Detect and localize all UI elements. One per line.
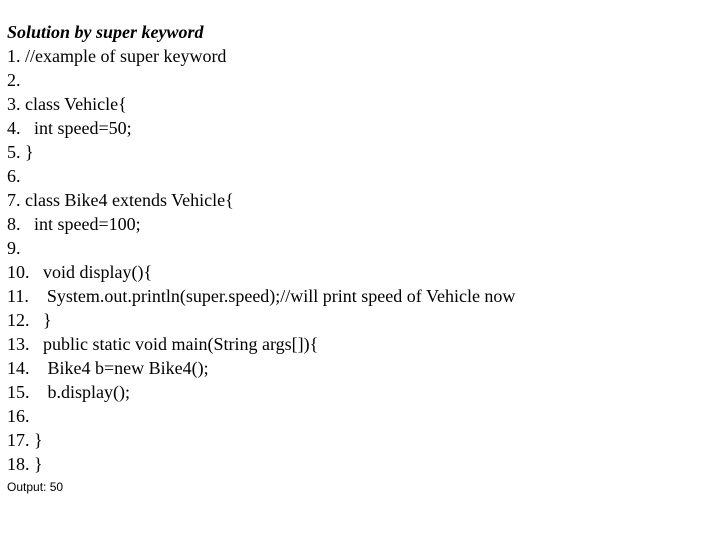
code-line: 11. System.out.println(super.speed);//will print speed of Vehicle now [7,286,516,306]
slide-content [7,20,707,495]
code-line: 17. } [7,430,43,450]
code-line: 6. [7,166,21,186]
code-line: 12. } [7,310,52,330]
slide-title: Solution by super keyword [7,22,204,42]
code-line: 1. //example of super keyword [7,46,227,66]
code-line: 5. } [7,142,34,162]
code-line: 15. b.display(); [7,382,130,402]
code-line: 8. int speed=100; [7,214,141,234]
output-text: Output: 50 [7,480,64,494]
code-line: 4. int speed=50; [7,118,132,138]
code-line: 13. public static void main(String args[]){ [7,334,319,354]
code-line: 7. class Bike4 extends Vehicle{ [7,190,234,210]
code-line: 16. [7,406,30,426]
code-block [7,44,707,476]
code-line: 9. [7,238,21,258]
code-line: 2. [7,70,21,90]
code-line: 10. void display(){ [7,262,153,282]
code-line: 14. Bike4 b=new Bike4(); [7,358,209,378]
code-line: 3. class Vehicle{ [7,94,127,114]
code-line: 18. } [7,454,43,474]
